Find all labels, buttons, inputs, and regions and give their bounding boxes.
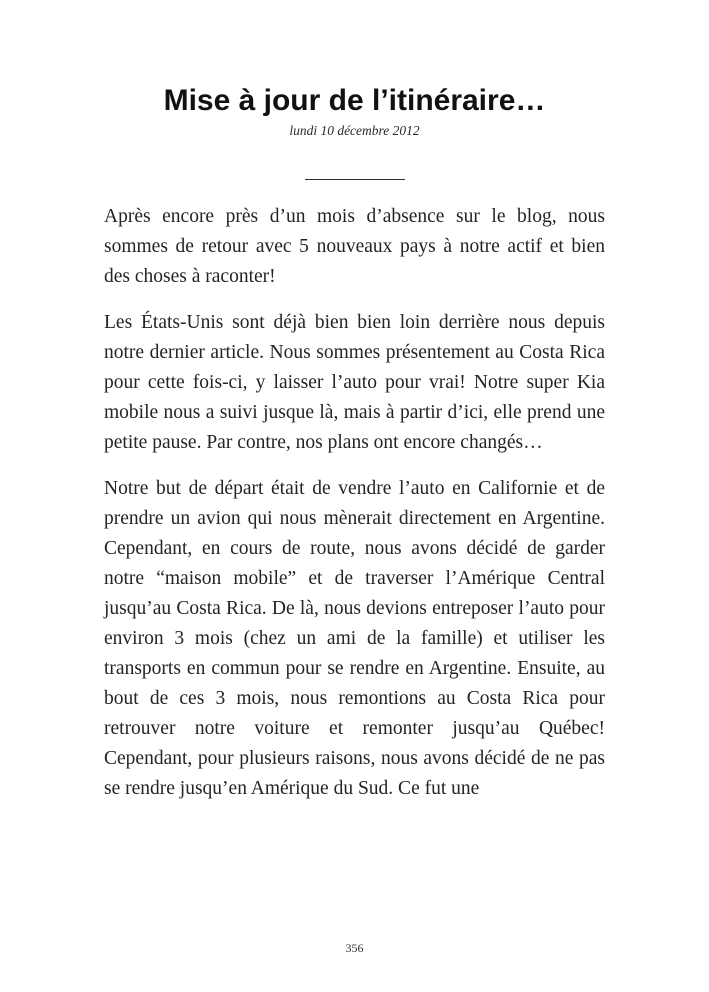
paragraph: Notre but de départ était de vendre l’auto en Californie et de prendre un avion qui nous mènerait directement en Argentine. Cependant, en cours de route, nous avons décidé de garder notre “maison mobile” et de traverser l’Amérique Central jusqu’au Costa Rica. De là, nous devions entreposer l’auto pour environ 3 mois (chez un ami de la famille) et utiliser les transports en commun pour se rendre en Argentine. Ensuite, au bout de ces 3 mois, nous remontions au Costa Rica pour retrouver notre voiture et remonter jusqu’au Québec! Cependant, pour plusieurs raisons, nous avons décidé de ne pas se rendre jusqu’en Amérique du Sud. Ce fut une	[104, 478, 605, 799]
page-number: 356	[345, 941, 364, 955]
article-title: Mise à jour de l’itinéraire…	[163, 84, 546, 117]
section-divider	[305, 179, 405, 180]
article-date: lundi 10 décembre 2012	[289, 123, 420, 138]
paragraph: Après encore près d’un mois d’absence sur le blog, nous sommes de retour avec 5 nouveaux pays à notre actif et bien des choses à raconter!	[104, 206, 605, 287]
paragraph: Les États-Unis sont déjà bien bien loin derrière nous depuis notre dernier article. Nous sommes présentement au Costa Rica pour cette fois-ci, y laisser l’auto pour vrai! Notre super Kia mobile nous a suivi jusque là, mais à partir d’ici, elle prend une petite pause. Par contre, nos plans ont encore changés…	[104, 312, 605, 453]
article-body	[104, 202, 605, 804]
